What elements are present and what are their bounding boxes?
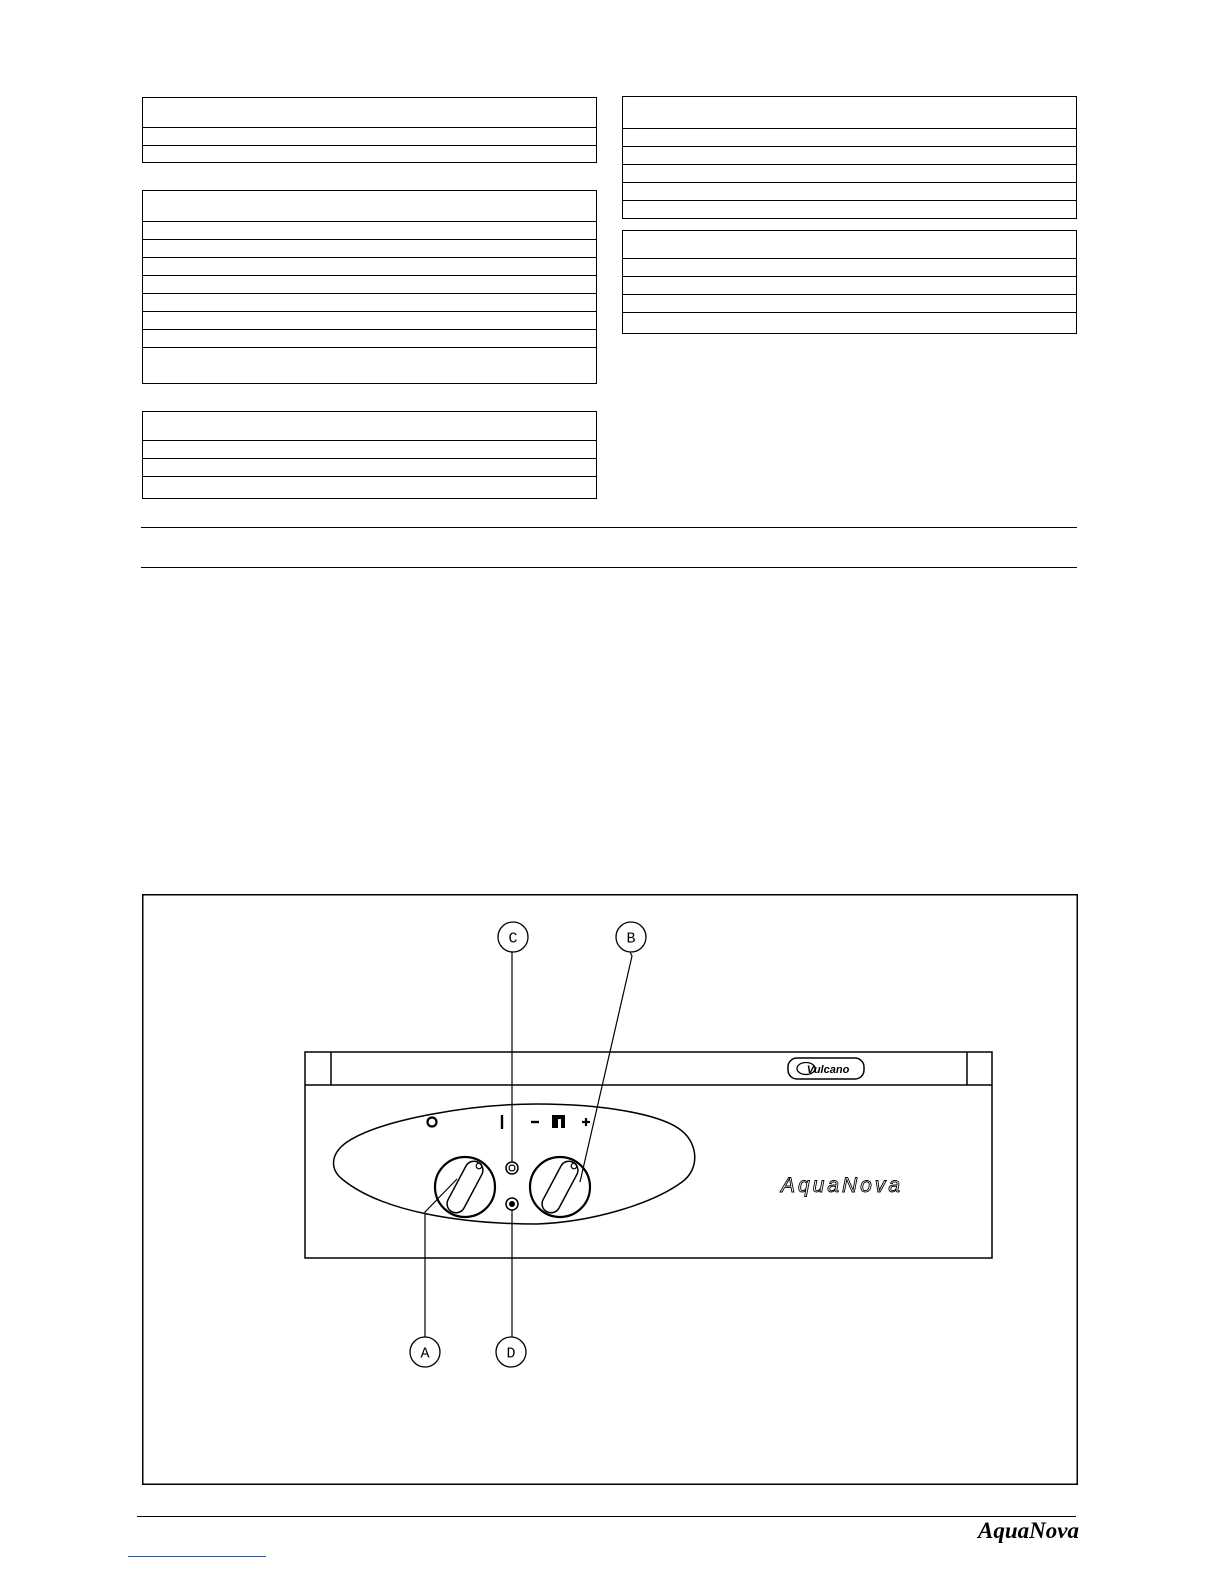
brand-logo xyxy=(788,1058,864,1079)
indicator-c xyxy=(506,1162,518,1174)
section-rule-bottom xyxy=(141,567,1077,568)
spec-table-1 xyxy=(142,97,597,163)
selector-knob-a[interactable] xyxy=(435,1157,495,1217)
control-panel-figure xyxy=(142,894,1078,1486)
callout-a-label: A xyxy=(420,1345,430,1363)
spec-table-4 xyxy=(622,96,1077,219)
section-rule-top xyxy=(141,527,1077,528)
spec-table-3 xyxy=(142,411,597,499)
callout-c xyxy=(498,922,528,952)
indicator-d xyxy=(506,1198,518,1210)
panel-product-name: AquaNova xyxy=(780,1174,904,1197)
callout-b xyxy=(616,922,646,952)
plus-symbol xyxy=(582,1118,590,1126)
off-symbol xyxy=(428,1118,437,1127)
callout-d-label: D xyxy=(506,1345,516,1363)
callout-a xyxy=(410,1337,440,1367)
appliance-panel xyxy=(305,1052,992,1258)
footer-brand: AquaNova xyxy=(978,1518,1079,1543)
spec-table-2 xyxy=(142,190,597,384)
spec-table-5 xyxy=(622,230,1077,334)
callout-b-label: B xyxy=(626,930,636,948)
leader-lines xyxy=(425,952,632,1337)
figure-frame xyxy=(143,895,1078,1485)
callout-d xyxy=(496,1337,526,1367)
temperature-knob-b[interactable] xyxy=(530,1157,590,1217)
footer-rule xyxy=(137,1516,1076,1517)
tap-icon xyxy=(552,1115,565,1128)
scale-symbols xyxy=(428,1115,591,1129)
callout-c-label: C xyxy=(508,930,518,948)
footer-link-underline[interactable] xyxy=(128,1556,266,1557)
logo-text: Vulcano xyxy=(806,1064,850,1076)
